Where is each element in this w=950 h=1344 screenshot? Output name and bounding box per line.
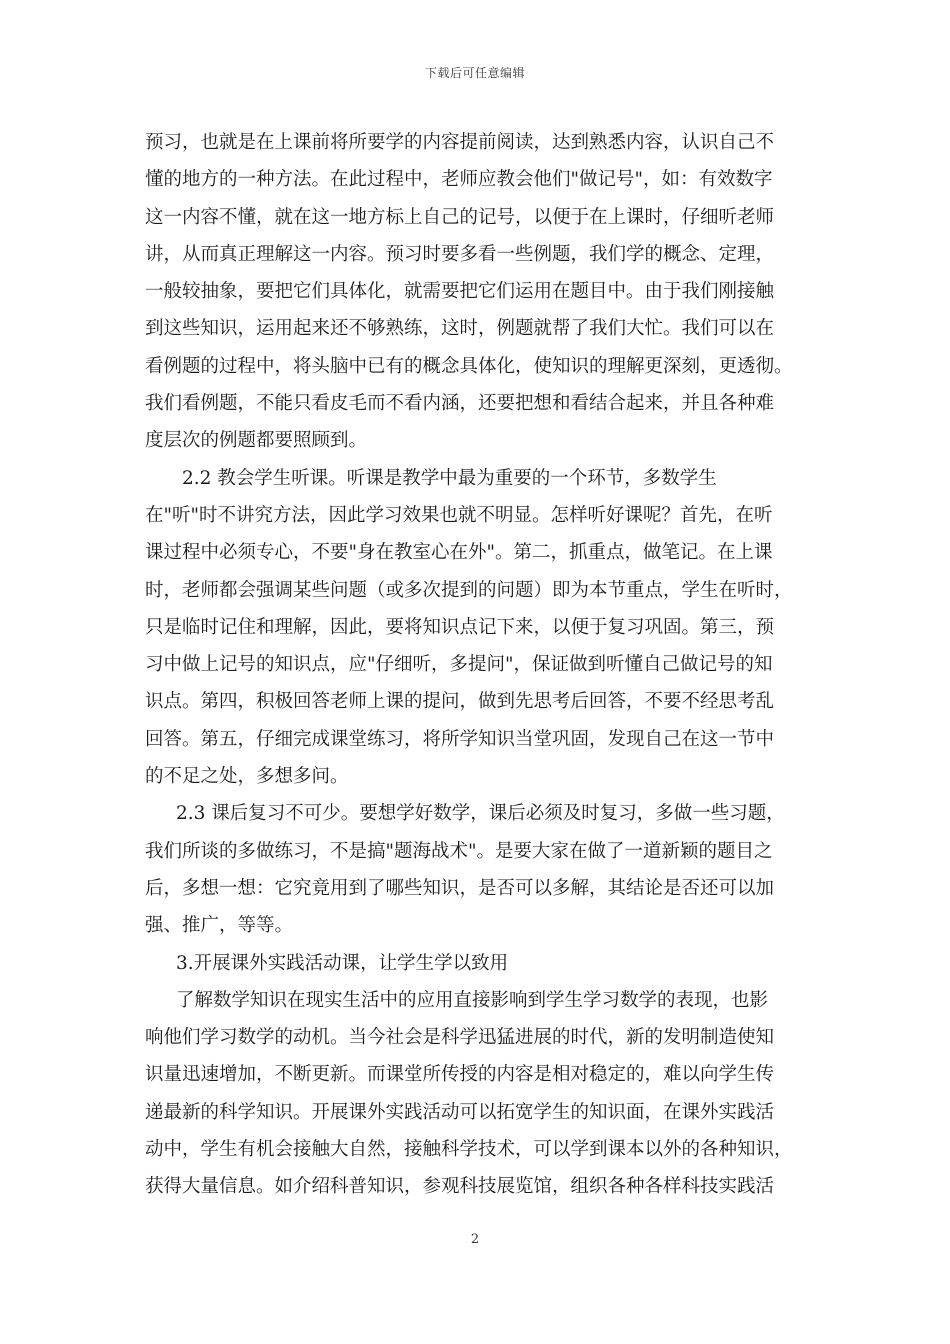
text-line: 度层次的例题都要照顾到。 [145, 430, 368, 452]
text-line: 一般较抽象，要把它们具体化，就需要把它们运用在题目中。由于我们刚接触 [145, 281, 775, 303]
text-line: 强、推广，等等。 [145, 915, 294, 937]
document-body [145, 124, 810, 1206]
paragraph-first-line: 了解数学知识在现实生活中的应用直接影响到学生学习数学的表现，也影 [176, 989, 769, 1011]
text-line: 响他们学习数学的动机。当今社会是科学迅猛进展的时代，新的发明制造使知 [145, 1027, 775, 1049]
text-line: 递最新的科学知识。开展课外实践活动可以拓宽学生的知识面，在课外实践活 [145, 1101, 775, 1123]
text-line: 回答。第五，仔细完成课堂练习，将所学知识当堂巩固，发现自己在这一节中 [145, 728, 775, 750]
text-line: 习中做上记号的知识点，应"仔细听，多提问"，保证做到听懂自己做记号的知 [145, 654, 773, 676]
page-number: 2 [470, 1232, 480, 1247]
section-2-2-heading-line: 2.2 教会学生听课。听课是教学中最为重要的一个环节，多数学生 [182, 467, 717, 489]
text-line: 动中，学生有机会接触大自然，接触科学技术，可以学到课本以外的各种知识， [145, 1139, 793, 1161]
page-header: 下载后可任意编辑 [424, 66, 525, 80]
text-line: 讲，从而真正理解这一内容。预习时要多看一些例题，我们学的概念、定理， [145, 243, 775, 265]
text-line: 获得大量信息。如介绍科普知识，参观科技展览馆，组织各种各样科技实践活 [145, 1176, 775, 1198]
text-line: 后，多想一想：它究竟用到了哪些知识，是否可以多解，其结论是否还可以加 [145, 877, 775, 899]
text-line: 我们所谈的多做练习，不是搞"题海战术"。是要大家在做了一道新颖的题目之 [145, 840, 773, 862]
text-line: 时，老师都会强调某些问题（或多次提到的问题）即为本节重点，学生在听时， [145, 579, 793, 601]
text-line: 预习，也就是在上课前将所要学的内容提前阅读，达到熟悉内容，认识自己不 [145, 132, 775, 153]
text-line: 这一内容不懂，就在这一地方标上自己的记号，以便于在上课时，仔细听老师 [145, 206, 775, 228]
text-line: 在"听"时不讲究方法，因此学习效果也就不明显。怎样听好课呢？首先，在听 [145, 504, 773, 526]
text-line: 看例题的过程中，将头脑中已有的概念具体化，使知识的理解更深刻，更透彻。 [145, 355, 793, 377]
text-line: 懂的地方的一种方法。在此过程中，老师应教会他们"做记号"，如：有效数字 [145, 169, 773, 191]
section-2-3-heading-line: 2.3 课后复习不可少。要想学好数学，课后必须及时复习，多做一些习题， [176, 803, 785, 825]
section-3-heading: 3.开展课外实践活动课，让学生学以致用 [176, 952, 509, 974]
text-line: 我们看例题，不能只看皮毛而不看内涵，还要把想和看结合起来，并且各种难 [145, 393, 775, 415]
text-line: 课过程中必须专心，不要"身在教室心在外"。第二，抓重点，做笔记。在上课 [145, 542, 773, 564]
text-line: 只是临时记住和理解，因此，要将知识点记下来，以便于复习巩固。第三，预 [145, 616, 775, 638]
text-line: 识点。第四，积极回答老师上课的提问，做到先思考后回答，不要不经思考乱 [145, 691, 775, 713]
text-line: 识量迅速增加，不断更新。而课堂所传授的内容是相对稳定的，难以向学生传 [145, 1064, 775, 1086]
text-line: 到这些知识，运用起来还不够熟练，这时，例题就帮了我们大忙。我们可以在 [145, 318, 775, 340]
text-line: 的不足之处，多想多问。 [145, 766, 349, 788]
